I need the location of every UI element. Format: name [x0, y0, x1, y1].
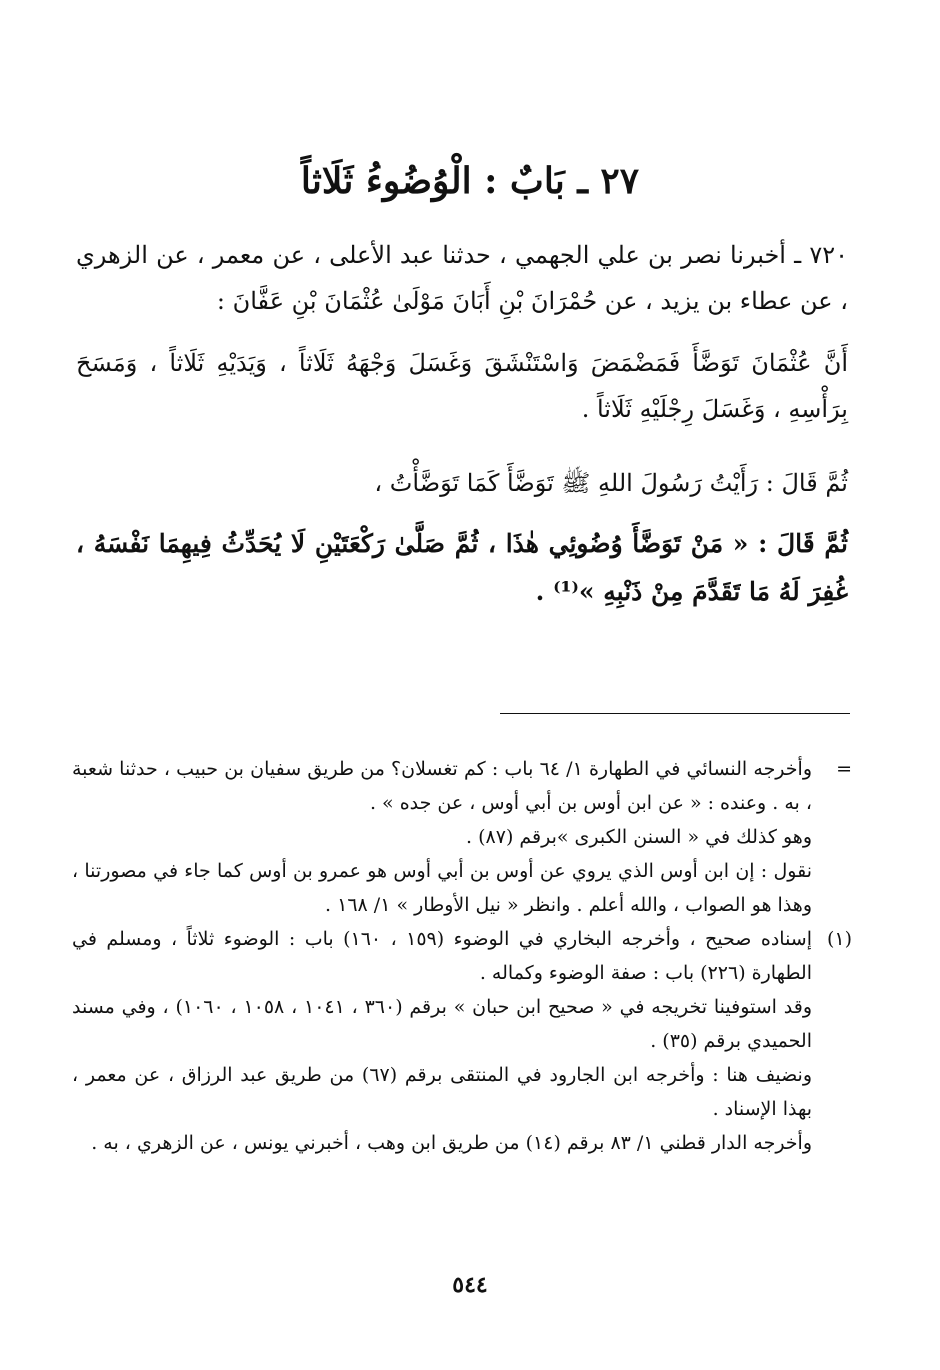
- hadith-matn-1: أَنَّ عُثْمَانَ تَوَضَّأَ فَمَضْمَضَ وَاسْتَنْشَقَ وَغَسَلَ وَجْهَهُ ثَلَاثاً ، وَيَدَيْهِ ثَلَاثاً ، وَمَسَحَ بِرَأْسِهِ ، وَغَسَلَ رِجْلَيْهِ ثَلَاثاً .: [76, 349, 848, 423]
- footnote-continued-2: وهو كذلك في « السنن الكبرى »برقم (٨٧) .: [466, 826, 812, 848]
- footnote-continued-text-1: وأخرجه النسائي في الطهارة ١/ ٦٤ باب : كم تغسلان؟ من طريق سفيان بن حبيب ، حدثنا شعبة ، به . وعنده : « عن ابن أوس بن أبي أوس ، عن جده » .: [72, 758, 812, 814]
- footnote-1: [72, 922, 852, 990]
- footnote-1-text-1: إسناده صحيح ، وأخرجه البخاري في الوضوء (١٥٩ ، ١٦٠) باب : الوضوء ثلاثاً ، ومسلم في الطهارة (٢٢٦) باب : صفة الوضوء وكماله .: [72, 928, 812, 984]
- footnote-1-text-4: وأخرجه الدار قطني ١/ ٨٣ برقم (١٤) من طريق ابن وهب ، أخبرني يونس ، عن الزهري ، به .: [91, 1132, 812, 1154]
- hadith-isnad: ٧٢٠ ـ أخبرنا نصر بن علي الجهمي ، حدثنا عبد الأعلى ، عن معمر ، عن الزهري ، عن عطاء بن يزيد ، عن حُمْرَانَ بْنِ أَبَانَ مَوْلَىٰ عُثْمَانَ بْنِ عَفَّانَ :: [76, 241, 848, 315]
- hadith-matn-3: ثُمَّ قَالَ : « مَنْ تَوَضَّأَ وُضُوئِي هٰذَا ، ثُمَّ صَلَّىٰ رَكْعَتَيْنِ لَا يُحَدِّثُ فِيهِمَا نَفْسَهُ ، غُفِرَ لَهُ مَا تَقَدَّمَ مِنْ ذَنْبِهِ »⁽¹⁾ .: [76, 529, 848, 606]
- footnote-continued-1: [72, 752, 852, 820]
- footnote-1-marker: (١): [826, 928, 852, 950]
- hadith-matn-2: ثُمَّ قَالَ : رَأَيْتُ رَسُولَ اللهِ ﷺ تَوَضَّأَ كَمَا تَوَضَّأْتُ ،: [374, 469, 848, 497]
- footnote-1-text-3: ونضيف هنا : وأخرجه ابن الجارود في المنتقى برقم (٦٧) من طريق عبد الرزاق ، عن معمر ، بهذا الإسناد .: [72, 1064, 813, 1120]
- footnote-1-text-2: وقد استوفينا تخريجه في « صحيح ابن حبان » برقم (٣٦٠ ، ١٠٤١ ، ١٠٥٨ ، ١٠٦٠) ، وفي مسند الحميدي برقم (٣٥) .: [72, 996, 812, 1052]
- chapter-title: ٢٧ ـ بَابٌ : الْوُضُوءُ ثَلَاثاً: [300, 160, 640, 202]
- footnote-separator: [500, 713, 850, 714]
- footnote-continued-marker: =: [836, 758, 852, 780]
- page-number: ٥٤٤: [452, 1272, 488, 1298]
- footnote-continued-3: نقول : إن ابن أوس الذي يروي عن أوس بن أبي أوس هو عمرو بن أوس كما جاء في مصورتنا ، وهذا هو الصواب ، والله أعلم . وانظر « نيل الأوطار » ١/ ١٦٨ .: [72, 860, 812, 916]
- footnotes: [72, 752, 852, 1160]
